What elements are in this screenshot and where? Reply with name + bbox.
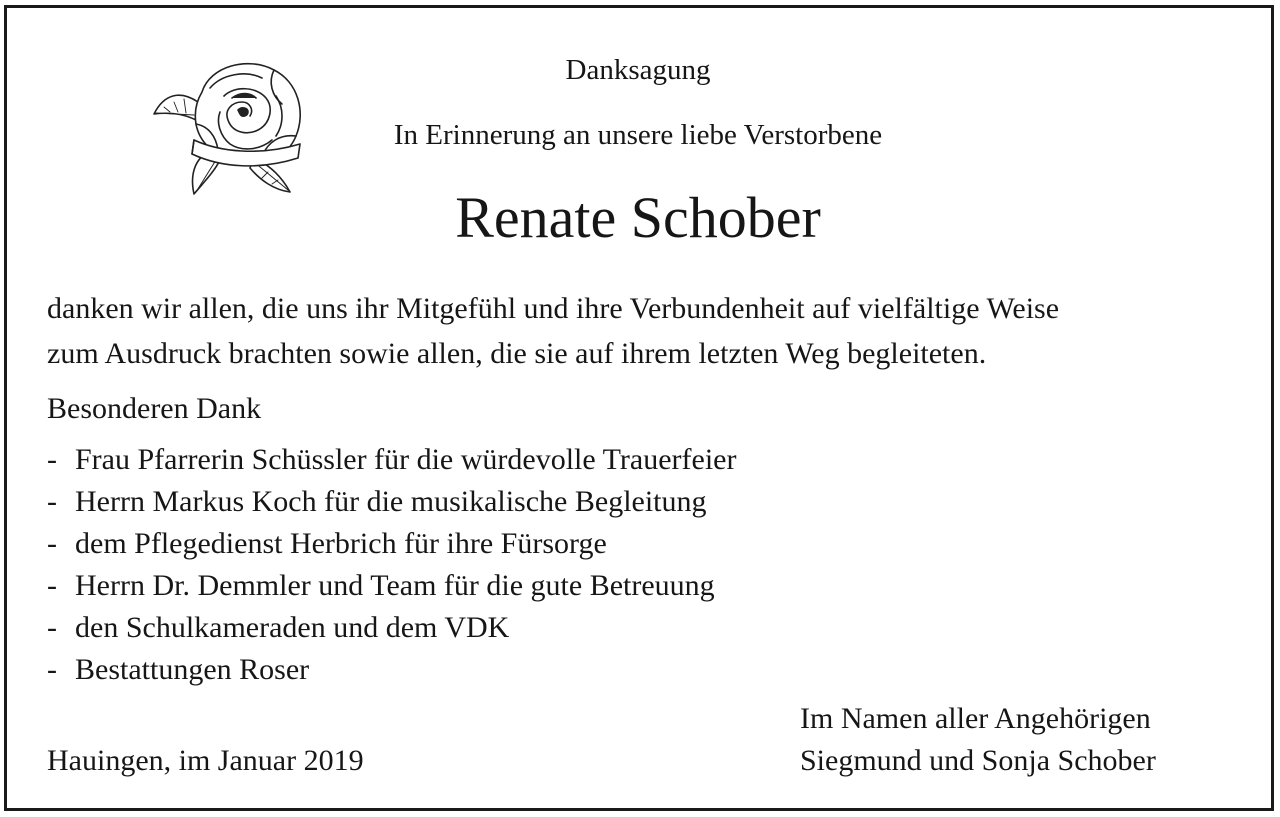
list-item-text: Frau Pfarrerin Schüssler für die würdevolle Trauerfeier [75,443,737,476]
list-item [47,655,309,685]
list-dash: - [47,443,57,476]
list-dash: - [47,485,57,518]
list-item [47,613,509,643]
list-dash: - [47,653,57,686]
special-thanks-label: Besonderen Dank [47,392,262,425]
list-item-text: Herrn Dr. Demmler und Team für die gute Betreuung [75,569,715,602]
list-item [47,529,607,559]
list-item-text: Bestattungen Roser [75,653,310,686]
list-item [47,571,715,601]
deceased-name: Renate Schober [455,185,821,250]
thanks-line-1: danken wir allen, die uns ihr Mitgefühl und ihre Verbundenheit auf vielfältige Weise [47,292,1060,325]
signature-line-1: Im Namen aller Angehörigen [800,702,1151,735]
memory-line: In Erinnerung an unsere liebe Verstorbene [393,119,883,151]
list-item-text: den Schulkameraden und dem VDK [75,611,510,644]
list-item [47,445,736,475]
list-item [47,487,707,517]
list-dash: - [47,527,57,560]
place-date: Hauingen, im Januar 2019 [47,744,364,777]
thanks-line-2: zum Ausdruck brachten sowie allen, die sie auf ihrem letzten Weg begleiteten. [47,337,987,370]
greeting-heading: Danksagung [565,54,711,86]
list-dash: - [47,611,57,644]
signature-line-2: Siegmund und Sonja Schober [800,744,1156,777]
list-dash: - [47,569,57,602]
list-item-text: dem Pflegedienst Herbrich für ihre Fürsorge [75,527,607,560]
list-item-text: Herrn Markus Koch für die musikalische Begleitung [75,485,707,518]
